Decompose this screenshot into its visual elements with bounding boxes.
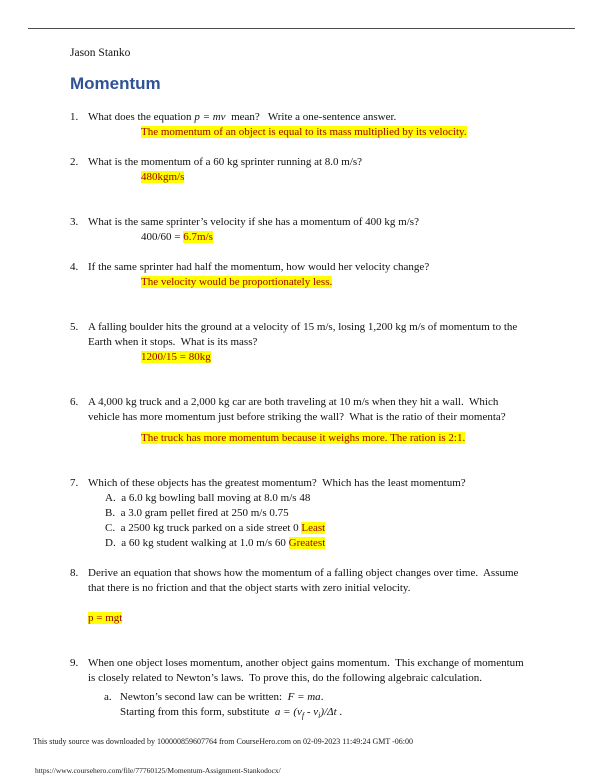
highlighted-answer-text: p = mgt [88, 612, 123, 624]
text-segment: B. a 3.0 gram pellet fired at 250 m/s 0.75 [105, 507, 289, 519]
question-text-line [88, 395, 575, 410]
question-body [88, 320, 575, 395]
question-body [88, 476, 575, 566]
text-segment: C. a 2500 kg truck parked on a side street 0 [105, 522, 302, 534]
footer-download-info: This study source was downloaded by 100000859607764 from CourseHero.com on 02-09-2023 11:49:24 GMT -06:00 [33, 737, 413, 746]
text-segment: 400/60 = [141, 231, 184, 243]
question-1 [70, 110, 575, 155]
blank-line [88, 641, 575, 656]
text-segment: A falling boulder hits the ground at a velocity of 15 m/s, losing 1,200 kg m/s of momentum to the [88, 321, 518, 333]
question-number: 1. [70, 111, 79, 123]
answer-line [141, 431, 575, 446]
blank-line [88, 305, 575, 320]
question-body [88, 656, 575, 723]
highlighted-answer-text: The truck has more momentum because it weighs more. The ration is 2:1. [141, 432, 466, 444]
blank-line [88, 185, 575, 200]
question-number: 2. [70, 156, 79, 168]
text-segment: What does the equation [88, 111, 195, 123]
question-body [88, 395, 575, 476]
footer-source-url-link[interactable]: https://www.coursehero.com/file/77760125/Momentum-Assignment-Stankodocx/ [35, 766, 281, 775]
text-segment: p = mv [194, 111, 226, 123]
option-line [105, 536, 575, 551]
highlighted-answer-text: The velocity would be proportionately less. [141, 276, 333, 288]
highlighted-answer-text: 1200/15 = 80kg [141, 351, 211, 363]
text-segment: . [320, 691, 324, 703]
blank-line [88, 626, 575, 641]
question-8 [70, 566, 575, 656]
text-segment: mean? Write a one-sentence answer. [225, 111, 397, 123]
highlighted-answer-text: 480kgm/s [141, 171, 185, 183]
blank-line [88, 596, 575, 611]
question-text-line [88, 110, 575, 125]
text-segment: A. a 6.0 kg bowling ball moving at 8.0 m/s 48 [105, 492, 311, 504]
text-segment: D. a 60 kg student walking at 1.0 m/s 60 [105, 537, 289, 549]
text-segment: Which of these objects has the greatest momentum? Which has the least momentum? [88, 477, 466, 489]
question-text-line [88, 335, 575, 350]
question-text-line [88, 410, 575, 425]
question-number: 5. [70, 321, 79, 333]
blank-line [88, 245, 575, 260]
question-3 [70, 215, 575, 260]
question-text-line [88, 215, 575, 230]
page-title: Momentum [70, 74, 161, 93]
question-number: 4. [70, 261, 79, 273]
question-text-line [88, 671, 575, 686]
question-5 [70, 320, 575, 395]
blank-line [88, 446, 575, 461]
text-segment: vehicle has more momentum just before striking the wall? What is the ratio of their momenta? [88, 411, 506, 423]
answer-line [141, 275, 575, 290]
question-text-line [88, 476, 575, 491]
blank-line [88, 461, 575, 476]
question-4 [70, 260, 575, 320]
text-segment: A 4,000 kg truck and a 2,000 kg car are both traveling at 10 m/s when they hit a wall. Which [88, 396, 499, 408]
blank-line [88, 290, 575, 305]
blank-line [88, 380, 575, 395]
horizontal-rule [28, 28, 575, 29]
answer-line [141, 230, 575, 245]
text-segment: . [336, 706, 343, 718]
question-text-line [88, 581, 575, 596]
question-6 [70, 395, 575, 476]
question-body [88, 215, 575, 260]
answer-line [141, 350, 575, 365]
text-segment: What is the momentum of a 60 kg sprinter running at 8.0 m/s? [88, 156, 363, 168]
text-segment: F = ma [287, 691, 321, 703]
highlighted-answer-text: 6.7m/s [183, 231, 213, 243]
highlighted-answer-text: The momentum of an object is equal to its mass multiplied by its velocity. [141, 126, 467, 138]
text-segment: What is the same sprinter’s velocity if she has a momentum of 400 kg m/s? [88, 216, 419, 228]
question-body [88, 110, 575, 155]
question-7 [70, 476, 575, 566]
question-list [70, 110, 575, 723]
sub-item-line [104, 690, 575, 705]
answer-line [141, 125, 575, 140]
question-number: 6. [70, 396, 79, 408]
text-segment: i [318, 711, 321, 721]
question-body [88, 155, 575, 215]
option-line [105, 521, 575, 536]
text-segment: f [301, 711, 305, 721]
question-number: 8. [70, 567, 79, 579]
question-text-line [88, 155, 575, 170]
text-segment: Starting from this form, substitute [120, 706, 275, 718]
text-segment: is closely related to Newton’s laws. To prove this, do the following algebraic calculation. [88, 672, 483, 684]
document-content [70, 46, 575, 723]
text-segment: Derive an equation that shows how the momentum of a falling object changes over time. Assume [88, 567, 519, 579]
answer-line [141, 170, 575, 185]
question-body [88, 260, 575, 320]
option-line [105, 506, 575, 521]
blank-line [88, 200, 575, 215]
text-segment: If the same sprinter had half the momentum, how would her velocity change? [88, 261, 430, 273]
question-number: 3. [70, 216, 79, 228]
text-segment: a = (v [274, 706, 302, 718]
option-line [105, 491, 575, 506]
answer-line [88, 611, 575, 626]
sub-item-line [120, 705, 575, 723]
blank-line [88, 365, 575, 380]
question-2 [70, 155, 575, 215]
question-number: 7. [70, 477, 79, 489]
text-segment: - v [304, 706, 319, 718]
highlighted-answer-text: Least [301, 522, 326, 534]
text-segment: Earth when it stops. What is its mass? [88, 336, 258, 348]
text-segment: that there is no friction and that the object starts with zero initial velocity. [88, 582, 411, 594]
text-segment: a. Newton’s second law can be written: [104, 691, 288, 703]
highlighted-answer-text: Greatest [288, 537, 326, 549]
text-segment: )/Δt [320, 706, 337, 718]
question-text-line [88, 260, 575, 275]
question-text-line [88, 320, 575, 335]
question-body [88, 566, 575, 656]
question-9 [70, 656, 575, 723]
question-number: 9. [70, 657, 79, 669]
blank-line [88, 140, 575, 155]
author-name: Jason Stanko [70, 47, 131, 59]
text-segment: When one object loses momentum, another object gains momentum. This exchange of momentum [88, 657, 524, 669]
blank-line [88, 551, 575, 566]
question-text-line [88, 656, 575, 671]
question-text-line [88, 566, 575, 581]
